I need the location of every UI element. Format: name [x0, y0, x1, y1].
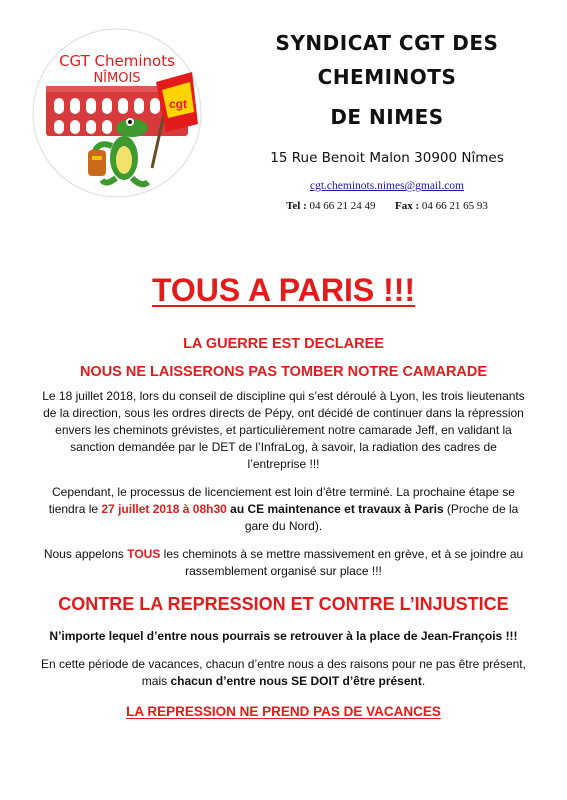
fax-label: Fax :	[395, 200, 420, 212]
email-link[interactable]: cgt.cheminots.nimes@gmail.com	[310, 180, 464, 192]
closing-slogan-text: LA REPRESSION NE PREND PAS DE VACANCES	[126, 704, 441, 719]
main-title	[0, 272, 567, 309]
flag-text: cgt	[169, 97, 187, 111]
hearing-date: 27 juillet 2018 à 08h30	[101, 502, 227, 516]
logo-emblem	[32, 28, 202, 198]
fax-value: 04 66 21 65 93	[421, 200, 488, 212]
tel-value: 04 66 21 24 49	[309, 200, 376, 212]
holidays-end: .	[421, 674, 426, 688]
holidays-duty: chacun d’entre nous SE DOIT d’être présent	[170, 674, 422, 688]
org-name-line2: CHEMINOTS	[317, 65, 457, 89]
paragraph-discipline: Le 18 juillet 2018, lors du conseil de discipline qui s’est déroulé à Lyon, les trois lieutenants de la direction, sous les ordres directs de Pépy, ont décidé de continuer dans la répression envers les cheminots grévistes, et particulièrement notre camarade Jeff, en validant la sanction demandée par le DET de l’InfraLog, à savoir, la radiation des cadres de l’entreprise !!!	[42, 389, 525, 471]
paragraph-holidays	[40, 656, 527, 690]
logo-line1: CGT Cheminots	[59, 52, 175, 70]
org-name-line3: DE NIMES	[330, 105, 444, 129]
location-note: (Proche de la gare du Nord).	[244, 502, 519, 533]
letterhead	[232, 30, 542, 212]
subtitle-comrade: NOUS NE LAISSERONS PAS TOMBER NOTRE CAMARADE	[79, 364, 488, 380]
closing-slogan	[40, 704, 527, 719]
logo-line2: NÎMOIS	[93, 71, 141, 86]
phone-fax-line	[232, 200, 542, 212]
hearing-location: au CE maintenance et travaux à Paris	[226, 502, 444, 516]
subtitle-war-declared: LA GUERRE EST DECLAREE	[183, 336, 384, 352]
next-step-text: Cependant, le processus de licenciement est loin d’être terminé. La prochaine étape se tiendra le	[48, 485, 515, 516]
holidays-intro: En cette période de vacances, chacun d’entre nous a des raisons pour ne pas être présent, mais	[41, 657, 526, 688]
strike-call-intro: Nous appelons	[43, 547, 128, 561]
flyer-body	[40, 336, 527, 719]
org-name-line1: SYNDICAT CGT DES	[275, 31, 499, 55]
strike-call-emphasis: TOUS	[127, 547, 161, 561]
paragraph-next-step	[40, 484, 527, 535]
heading-repression-injustice: CONTRE LA REPRESSION ET CONTRE L’INJUSTICE	[58, 594, 509, 614]
main-title-text: TOUS A PARIS !!!	[151, 272, 416, 308]
union-logo	[32, 28, 202, 198]
warning-line: N’importe lequel d’entre nous pourrais se retrouver à la place de Jean-François !!!	[49, 629, 518, 643]
strike-call-rest: les cheminots à se mettre massivement en grève, et à se joindre au rassemblement organisé sur place !!!	[160, 547, 524, 578]
paragraph-strike-call	[40, 546, 527, 580]
tel-label: Tel :	[286, 200, 307, 212]
postal-address: 15 Rue Benoit Malon 30900 Nîmes	[270, 150, 504, 166]
